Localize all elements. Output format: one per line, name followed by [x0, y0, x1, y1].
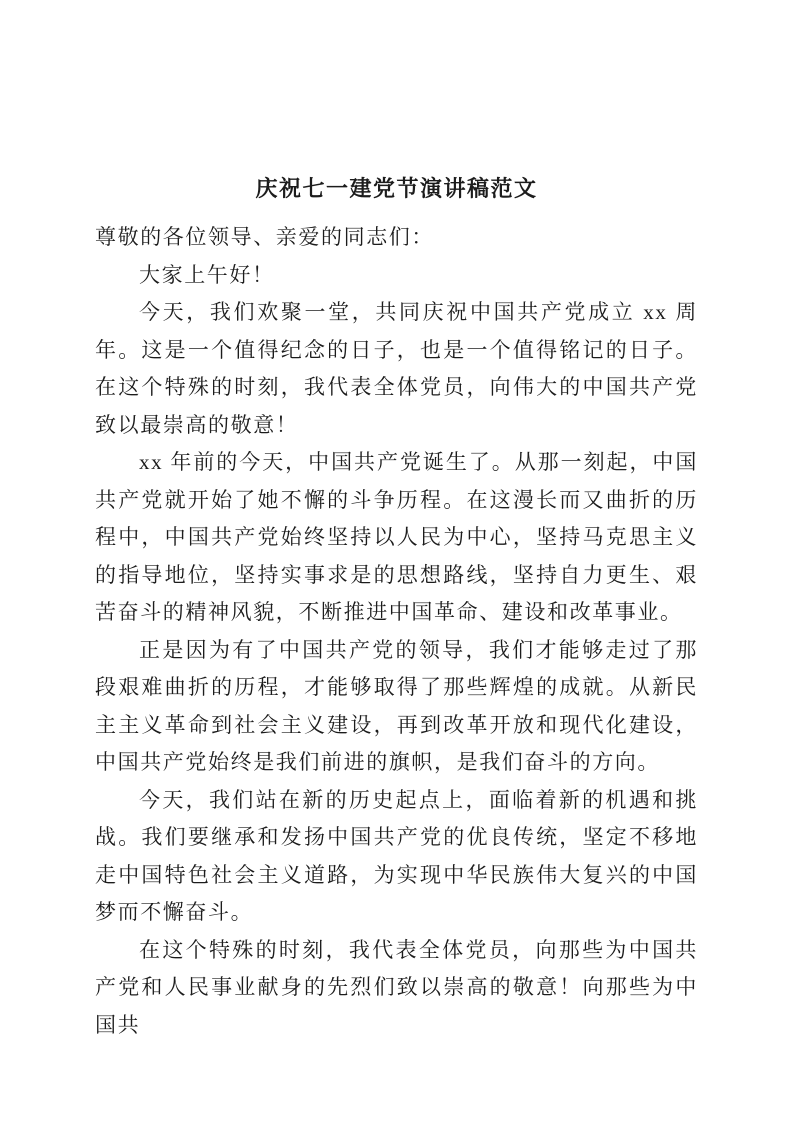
document-body — [95, 219, 698, 1044]
paragraph: 尊敬的各位领导、亲爱的同志们： — [95, 225, 434, 249]
paragraph: 大家上午好！ — [139, 262, 275, 287]
document-title: 庆祝七一建党节演讲稿范文 — [255, 176, 538, 201]
paragraph: 今天，我们欢聚一堂，共同庆祝中国共产党成立 xx 周年。这是一个值得纪念的日子，也是一个值得铭记的日子。在这个特殊的时刻，我代表全体党员，向伟大的中国共产党致以最崇高的敬意！ — [95, 300, 698, 437]
paragraph: 正是因为有了中国共产党的领导，我们才能够走过了那段艰难曲折的历程，才能够取得了那些辉煌的成就。从新民主主义革命到社会主义建设，再到改革开放和现代化建设，中国共产党始终是我们前进的旗帜，是我们奋斗的方向。 — [95, 637, 698, 774]
paragraph: 今天，我们站在新的历史起点上，面临着新的机遇和挑战。我们要继承和发扬中国共产党的优良传统，坚定不移地走中国特色社会主义道路，为实现中华民族伟大复兴的中国梦而不懈奋斗。 — [95, 787, 698, 924]
paragraph: xx 年前的今天，中国共产党诞生了。从那一刻起，中国共产党就开始了她不懈的斗争历程。在这漫长而又曲折的历程中，中国共产党始终坚持以人民为中心，坚持马克思主义的指导地位，坚持实事求是的思想路线，坚持自力更生、艰苦奋斗的精神风貌，不断推进中国革命、建设和改革事业。 — [95, 450, 698, 624]
paragraph: 在这个特殊的时刻，我代表全体党员，向那些为中国共产党和人民事业献身的先烈们致以崇高的敬意！向那些为中国共 — [95, 937, 698, 1037]
